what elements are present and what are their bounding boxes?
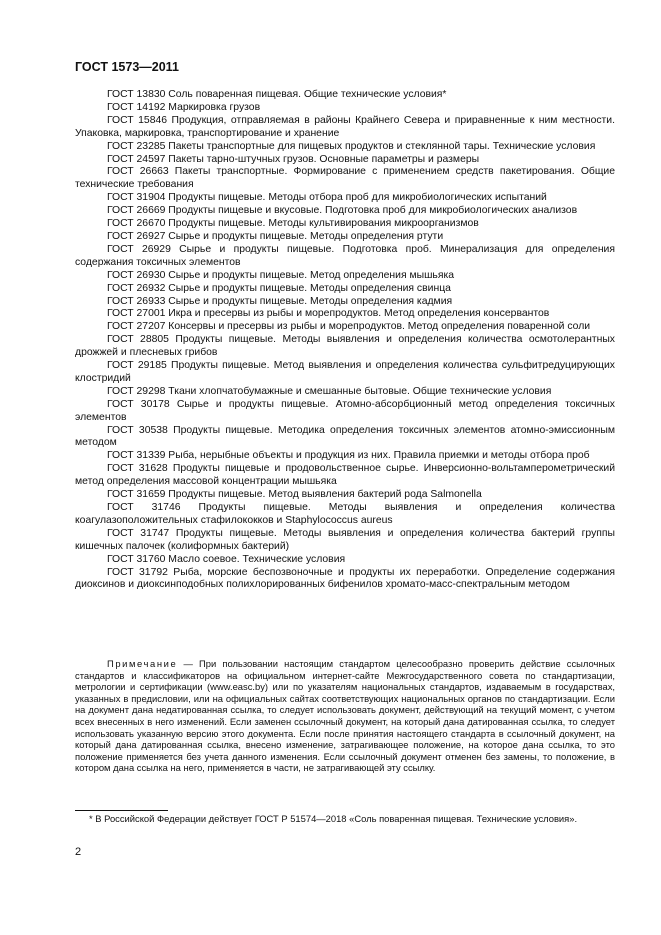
reference-item: ГОСТ 31792 Рыба, морские беспозвоночные и продукты их переработки. Определение содержания диоксинов и диоксинподобных полихлорированных бифенилов хромато-масс-спектральным методом	[75, 566, 615, 591]
reference-item: ГОСТ 26669 Продукты пищевые и вкусовые. Подготовка проб для микробиологических анализов	[107, 205, 578, 217]
note-label: Примечание	[107, 658, 178, 669]
footnote: * В Российской Федерации действует ГОСТ Р 51574—2018 «Соль поваренная пищевая. Технические условия».	[89, 813, 578, 824]
reference-item: ГОСТ 31746 Продукты пищевые. Методы выявления и определения количества коагулазоположительных стафилококков и Staphylococcus aureus	[75, 502, 615, 526]
reference-item: ГОСТ 31628 Продукты пищевые и продовольственное сырье. Инверсионно-вольтамперометрический метод определения массовой концентрации мышьяка	[75, 463, 615, 488]
reference-item: ГОСТ 31339 Рыба, нерыбные объекты и продукция из них. Правила приемки и методы отбора проб	[107, 450, 590, 462]
reference-item: ГОСТ 27001 Икра и пресервы из рыбы и морепродуктов. Метод определения консервантов	[107, 308, 550, 320]
footnote-divider	[75, 810, 168, 811]
reference-item: ГОСТ 31760 Масло соевое. Технические условия	[107, 553, 346, 565]
reference-item: ГОСТ 26929 Сырье и продукты пищевые. Подготовка проб. Минерализация для определения содержания токсичных элементов	[75, 243, 615, 268]
reference-item: ГОСТ 24597 Пакеты тарно-штучных грузов. Основные параметры и размеры	[107, 153, 480, 165]
note-text: — При пользовании настоящим стандартом целесообразно проверить действие ссылочных стандартов и классификаторов на официальном интернет-сайте Межгосударственного совета по стандартизации, метрологии и сертификации (www.easc.by) или по указателям национальных стандартов, издаваемым в государствах, указанных в предисловии, или на официальных сайтах соответствующих национальных органов по стандартизации. Если на документ дана недатированная ссылка, то следует использовать документ, действующий на текущий момент, с учетом всех внесенных в него изменений. Если заменен ссылочный документ, на который дана датированная ссылка, то следует использовать указанную версию этого документа. Если после принятия настоящего стандарта в ссылочный документ, на который дана датированная ссылка, внесено изменение, затрагивающее положение, на которое дана ссылка, то это положение применяется без учета данного изменения. Если ссылочный документ отменен без замены, то положение, в котором дана ссылка на него, применяется в части, не затрагивающей эту ссылку.	[75, 658, 615, 774]
reference-item: ГОСТ 29185 Продукты пищевые. Метод выявления и определения количества сульфитредуцирующих клостридий	[75, 360, 615, 384]
reference-item: ГОСТ 31904 Продукты пищевые. Методы отбора проб для микробиологических испытаний	[107, 192, 547, 204]
reference-item: ГОСТ 13830 Соль поваренная пищевая. Общие технические условия*	[107, 89, 447, 100]
page-number: 2	[75, 846, 82, 858]
reference-item: ГОСТ 26670 Продукты пищевые. Методы культивирования микроорганизмов	[107, 218, 479, 230]
reference-item: ГОСТ 29298 Ткани хлопчатобумажные и смешанные бытовые. Общие технические условия	[107, 385, 552, 397]
reference-item: ГОСТ 27207 Консервы и пресервы из рыбы и морепродуктов. Метод определения поваренной соли	[107, 321, 591, 333]
reference-item: ГОСТ 30538 Продукты пищевые. Методика определения токсичных элементов атомно-эмиссионным методом	[75, 424, 615, 449]
reference-item: ГОСТ 26933 Сырье и продукты пищевые. Методы определения кадмия	[107, 295, 453, 307]
reference-item: ГОСТ 26927 Сырье и продукты пищевые. Методы определения ртути	[107, 230, 444, 242]
reference-item: ГОСТ 28805 Продукты пищевые. Методы выявления и определения количества осмотолерантных дрожжей и плесневых грибов	[75, 334, 615, 359]
reference-item: ГОСТ 26930 Сырье и продукты пищевые. Метод определения мышьяка	[107, 269, 455, 281]
reference-item: ГОСТ 26932 Сырье и продукты пищевые. Методы определения свинца	[107, 282, 451, 294]
note-paragraph	[75, 658, 615, 774]
reference-item: ГОСТ 15846 Продукция, отправляемая в районы Крайнего Севера и приравненные к ним местности. Упаковка, маркировка, транспортирование и хранение	[75, 114, 615, 139]
reference-item: ГОСТ 14192 Маркировка грузов	[107, 101, 261, 113]
page-header: ГОСТ 1573—2011	[75, 60, 179, 74]
normative-references-list	[75, 89, 615, 592]
reference-item: ГОСТ 23285 Пакеты транспортные для пищевых продуктов и стеклянной тары. Технические условия	[107, 140, 596, 152]
reference-item: ГОСТ 31747 Продукты пищевые. Методы выявления и определения количества бактерий группы кишечных палочек (колиформных бактерий)	[75, 527, 615, 552]
reference-item: ГОСТ 30178 Сырье и продукты пищевые. Атомно-абсорбционный метод определения токсичных элементов	[75, 398, 615, 423]
reference-item: ГОСТ 26663 Пакеты транспортные. Формирование с применением средств пакетирования. Общие технические требования	[75, 166, 615, 191]
reference-item: ГОСТ 31659 Продукты пищевые. Метод выявления бактерий рода Salmonella	[107, 489, 482, 501]
